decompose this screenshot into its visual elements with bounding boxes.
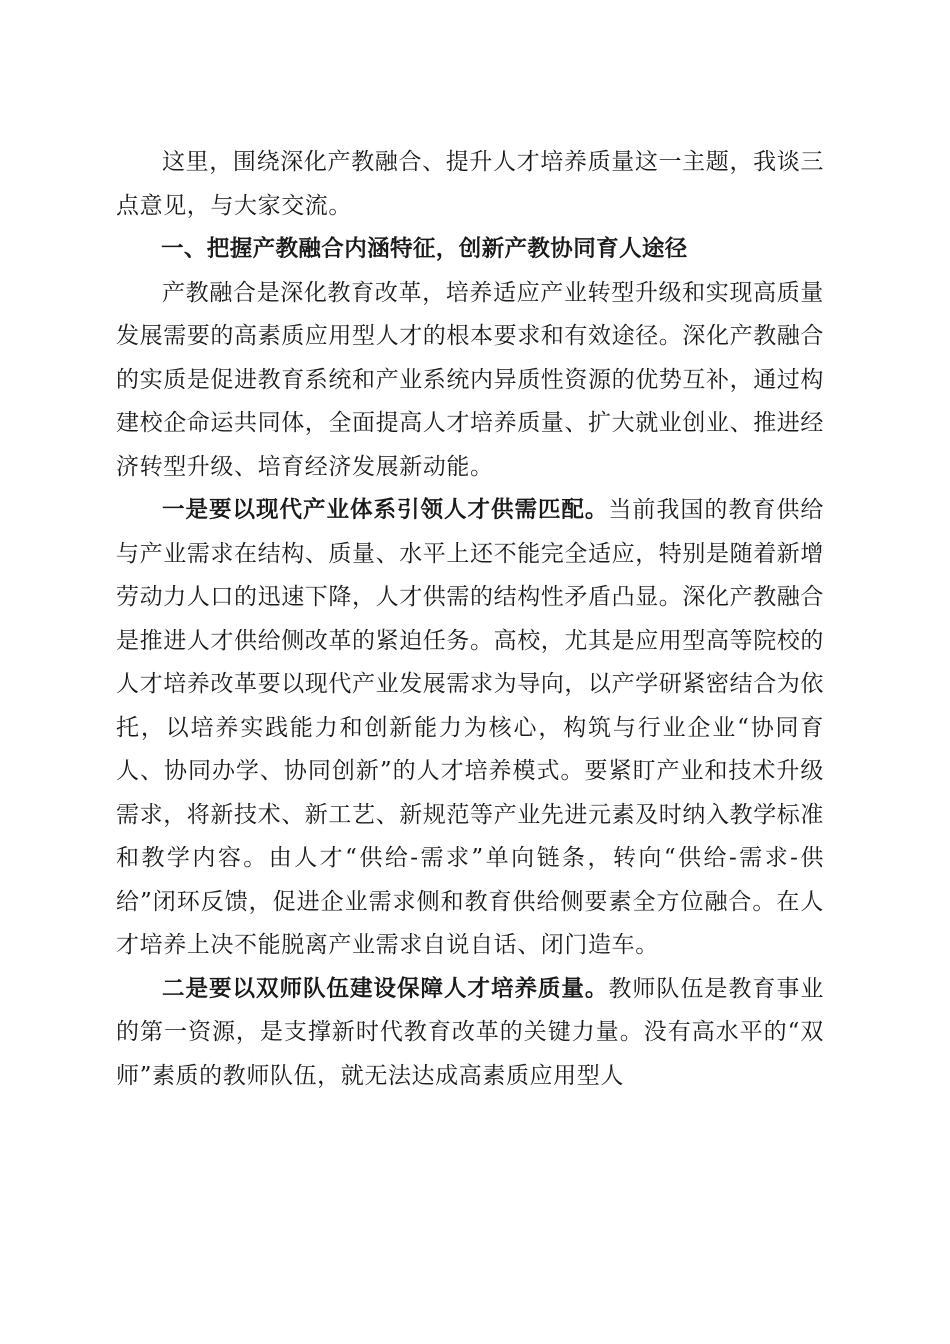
intro-paragraph: 这里，围绕深化产教融合、提升人才培养质量这一主题，我谈三点意见，与大家交流。: [116, 149, 824, 219]
point-two-paragraph: [116, 968, 824, 1099]
document-body: [116, 141, 824, 1098]
point-one-text: 当前我国的教育供给与产业需求在结构、质量、水平上还不能完全适应，特别是随着新增劳动力人口的迅速下降，人才供需的结构性矛盾凸显。深化产教融合是推进人才供给侧改革的紧迫任务。高校，尤其是应用型高等院校的人才培养改革要以现代产业发展需求为导向，以产学研紧密结合为依托，以培养实践能力和创新能力为核心，构筑与行业企业“协同育人、协同办学、协同创新”的人才培养模式。要紧盯产业和技术升级需求，将新技术、新工艺、新规范等产业先进元素及时纳入教学标准和教学内容。由人才“供给-需求”单向链条，转向“供给-需求-供给”闭环反馈，促进企业需求侧和教育供给侧要素全方位融合。在人才培养上决不能脱离产业需求自说自话、闭门造车。: [116, 497, 824, 958]
point-one-lead: 一是要以现代产业体系引领人才供需匹配。: [162, 497, 609, 523]
section-heading: 一、把握产教融合内涵特征，创新产教协同育人途径: [161, 236, 688, 262]
point-one-paragraph: [116, 489, 824, 968]
point-two-lead: 二是要以双师队伍建设保障人才培养质量。: [162, 975, 609, 1002]
section-paragraph: 产教融合是深化教育改革，培养适应产业转型升级和实现高质量发展需要的高素质应用型人才的根本要求和有效途径。深化产教融合的实质是促进教育系统和产业系统内异质性资源的优势互补，通过构建校企命运共同体，全面提高人才培养质量、扩大就业创业、推进经济转型升级、培育经济发展新动能。: [116, 279, 824, 480]
point-two-text: 教师队伍是教育事业的第一资源，是支撑新时代教育改革的关键力量。没有高水平的“双师”素质的教师队伍，就无法达成高素质应用型人: [116, 975, 824, 1089]
